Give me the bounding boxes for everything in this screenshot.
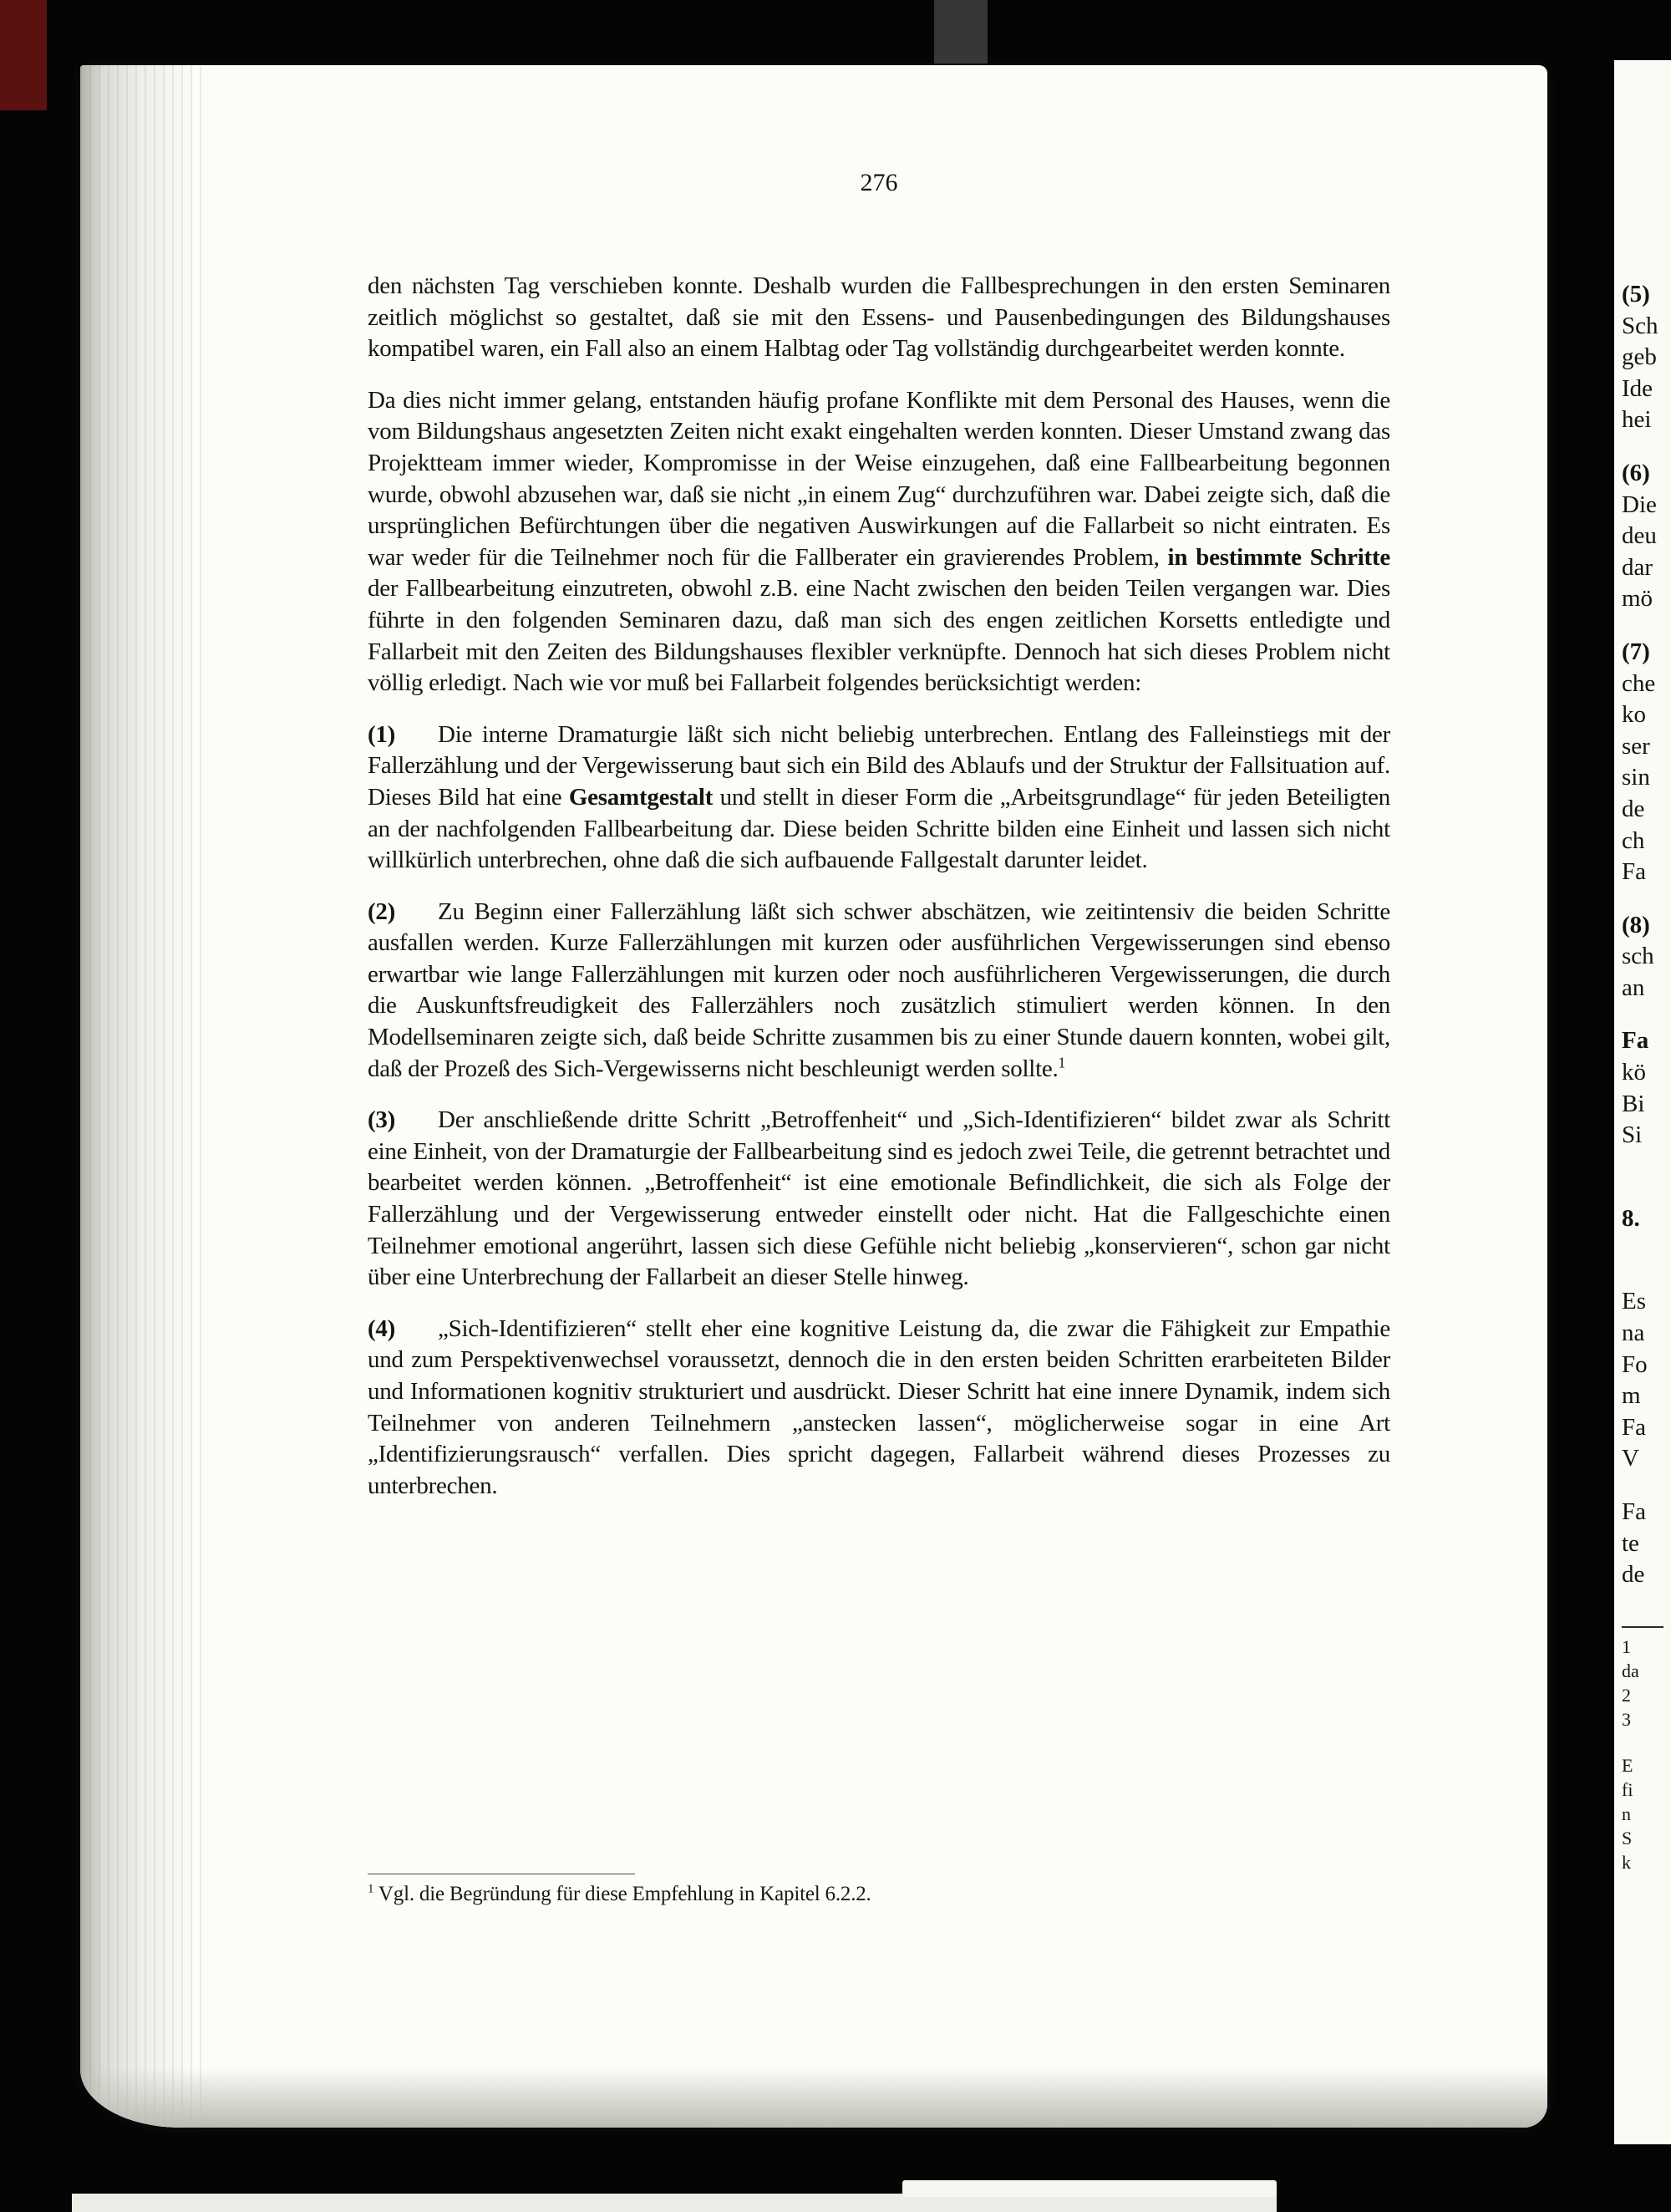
right-page-line-fragment: Die xyxy=(1622,491,1657,518)
footnote-text: Vgl. die Begründung für diese Empfehlung in Kapitel 6.2.2. xyxy=(378,1883,871,1905)
scanner-artifact xyxy=(934,0,988,64)
bold-phrase: in bestimmte Schritte xyxy=(1167,543,1390,571)
right-page-line-fragment: Fa xyxy=(1622,858,1646,886)
right-page-line-fragment: (8) xyxy=(1622,911,1650,938)
book-cover-edge xyxy=(0,0,47,110)
right-page-line-fragment: Fa xyxy=(1622,1413,1646,1441)
right-page-line-fragment: de xyxy=(1622,1561,1645,1589)
right-page-line-fragment: fi xyxy=(1622,1778,1633,1800)
right-page-line-fragment: Fa xyxy=(1622,1027,1649,1055)
page-number: 276 xyxy=(860,169,898,196)
right-page-line-fragment: m xyxy=(1622,1382,1641,1410)
right-page-line-fragment: ch xyxy=(1622,826,1645,854)
page-stack-bottom-edge xyxy=(80,2057,1547,2128)
right-page-line-fragment: 2 xyxy=(1622,1684,1631,1706)
right-page-line-fragment: geb xyxy=(1622,343,1657,371)
paragraph-1 xyxy=(368,271,1390,365)
bold-phrase: Gesamtgestalt xyxy=(568,783,714,811)
numbered-paragraph-1 xyxy=(368,720,1390,877)
right-page-line-fragment: Bi xyxy=(1622,1090,1645,1117)
right-page-line-fragment: che xyxy=(1622,669,1656,697)
item-number: (4) xyxy=(368,1314,396,1342)
right-page-line-fragment: te xyxy=(1622,1529,1639,1557)
item-number: (2) xyxy=(368,898,396,925)
right-page-line-fragment: 3 xyxy=(1622,1708,1631,1730)
paragraph-text: Die interne Dramaturgie läßt sich nicht beliebig unterbrechen. Entlang des Falleinstiegs mit der Fallerzählung und der Vergewisserung baut sich ein Bild des Ablaufs und der Struktur der Fallsituation auf. Dieses Bild hat eine xyxy=(368,720,1390,811)
right-page-line-fragment: (5) xyxy=(1622,281,1650,308)
right-page-line-fragment: hei xyxy=(1622,406,1652,434)
paragraph-text: Zu Beginn einer Fallerzählung läßt sich schwer abschätzen, wie zeitintensiv die beiden Schritte ausfallen werden. Kurze Fallerzählungen mit kurzen oder ausführlichen Vergewisserungen sind ebenso erwartbar wie lange Fallerzählungen mit kurzen oder noch ausführlicheren Vergewisserungen, die durch die Auskunftsfreudigkeit des Fallerzählers noch zusätzlich stimuliert werden können. In den Modellseminaren zeigte sich, daß beide Schritte zusammen bis zu einer Stunde dauern konnten, wobei gilt, daß der Prozeß des Sich-Vergewisserns nicht beschleunigt werden sollte. xyxy=(368,898,1390,1082)
right-page-line-fragment: dar xyxy=(1622,553,1653,581)
right-page-line-fragment: ser xyxy=(1622,732,1650,760)
numbered-paragraph-3 xyxy=(368,1105,1390,1294)
right-page-line-fragment: mö xyxy=(1622,585,1653,613)
right-page-line-fragment: Es xyxy=(1622,1288,1646,1315)
numbered-paragraph-4 xyxy=(368,1314,1390,1503)
paragraph-text: der Fallbearbeitung einzutreten, obwohl z.B. eine Nacht zwischen den beiden Teilen vergangen war. Dies führte in den folgenden Seminaren dazu, daß man sich des engen zeitlichen Korsetts entledigte und Fallarbeit mit den Zeiten des Bildungshauses flexibler verknüpfte. Dennoch hat sich dieses Problem nicht völlig erledigt. Nach wie vor muß bei Fallarbeit folgendes berücksichtigt werden: xyxy=(368,575,1390,697)
paragraph-2 xyxy=(368,385,1390,699)
right-page-line-fragment: sch xyxy=(1622,943,1654,970)
paragraph-text: Der anschließende dritte Schritt „Betroffenheit“ und „Sich-Identifizieren“ bildet zwar als Schritt eine Einheit, von der Dramaturgie der Fallbearbeitung sind es jedoch zwei Teile, die getrennt betrachtet und bearbeitet werden können. „Betroffenheit“ ist eine emotionale Befindlichkeit, die sich als Folge der Fallerzählung und der Vergewisserung entweder einstellt oder nicht. Hat die Fallgeschichte einen Teilnehmer emotional angerührt, lassen sich diese Gefühle nicht beliebig „konservieren“, schon gar nicht über eine Unterbrechung der Fallarbeit an dieser Stelle hinweg. xyxy=(368,1106,1390,1291)
right-page-line-fragment: ko xyxy=(1622,701,1646,729)
right-page-line-fragment: Si xyxy=(1622,1121,1643,1149)
paragraph-text: und stellt in dieser Form die „Arbeitsgrundlage“ für jeden Beteiligten an der nachfolgenden Fallbearbeitung dar. Diese beiden Schritte bilden eine Einheit und lassen sich nicht willkürlich unterbrechen, ohne daß die sich aufbauende Fallgestalt darunter leidet. xyxy=(368,783,1390,874)
paragraph-text: „Sich-Identifizieren“ stellt eher eine kognitive Leistung da, die zwar die Fähigkeit zur Empathie und zum Perspektivenwechsel voraussetzt, dennoch die in den ersten beiden Schritten erarbeiteten Bilder und Informationen kognitiv strukturiert und ausdrückt. Dieser Schritt hat eine innere Dynamik, indem sich Teilnehmer von anderen Teilnehmern „anstecken lassen“, möglicherweise sogar in eine Art „Identifizierungsrausch“ verfallen. Dies spricht dagegen, Fallarbeit während dieses Prozesses zu unterbrechen. xyxy=(368,1314,1390,1499)
paragraph-text: Da dies nicht immer gelang, entstanden häufig profane Konflikte mit dem Personal des Hauses, wenn die vom Bildungshaus angesetzten Zeiten nicht exakt eingehalten werden konnten. Dieser Umstand zwang das Projektteam immer wieder, Kompromisse in der Weise einzugehen, daß eine Fallbearbeitung begonnen wurde, obwohl abzusehen war, daß sie nicht „in einem Zug“ durchzuführen war. Dabei zeigte sich, daß die ursprünglichen Befürchtungen über die negativen Auswirkungen auf die Fallarbeit so nicht eintraten. Es war weder für die Teilnehmer noch für die Fallberater ein gravierendes Problem, xyxy=(368,386,1390,571)
numbered-paragraph-2 xyxy=(368,897,1390,1086)
right-page-line-fragment: n xyxy=(1622,1803,1631,1824)
book-page-right-sliver xyxy=(1614,60,1671,2144)
page-stack-left-edge xyxy=(80,65,206,2128)
right-page-line-fragment: sin xyxy=(1622,764,1650,791)
right-page-line-fragment: S xyxy=(1622,1827,1633,1848)
footnote-reference: 1 xyxy=(1058,1054,1065,1070)
page-below-edge-2 xyxy=(902,2180,1277,2197)
right-page-line-fragment: Ide xyxy=(1622,374,1653,402)
right-page-line-fragment: Fa xyxy=(1622,1498,1646,1525)
right-page-line-fragment: Fo xyxy=(1622,1350,1648,1378)
footnote xyxy=(368,1874,1186,1906)
right-page-line-fragment: (7) xyxy=(1622,638,1650,665)
right-page-line-fragment: deu xyxy=(1622,522,1657,550)
footnote-marker: 1 xyxy=(368,1882,374,1896)
right-page-line-fragment: 1 xyxy=(1622,1626,1663,1659)
right-page-line-fragment: kö xyxy=(1622,1059,1646,1086)
right-page-line-fragment: V xyxy=(1622,1445,1639,1472)
right-page-line-fragment: da xyxy=(1622,1660,1639,1681)
paragraph-text: den nächsten Tag verschieben konnte. Deshalb wurden die Fallbesprechungen in den ersten Seminaren zeitlich möglichst so gestaltet, daß sie mit den Essens- und Pausenbedingungen des Bildungshauses kompatibel waren, ein Fall also an einem Halbtag oder Tag vollständig durchgearbeitet werden konnte. xyxy=(368,272,1390,363)
right-page-line-fragment: k xyxy=(1622,1851,1631,1873)
book-page-left xyxy=(80,65,1547,2128)
body-text xyxy=(368,271,1390,1522)
right-page-line-fragment: na xyxy=(1622,1320,1645,1347)
item-number: (3) xyxy=(368,1106,396,1134)
right-page-line-fragment: 8. xyxy=(1622,1204,1640,1232)
right-page-lines xyxy=(1622,279,1671,1874)
right-page-line-fragment: E xyxy=(1622,1754,1633,1776)
right-page-line-fragment: (6) xyxy=(1622,459,1650,486)
right-page-line-fragment: de xyxy=(1622,795,1645,822)
right-page-line-fragment: an xyxy=(1622,974,1645,1001)
item-number: (1) xyxy=(368,720,396,748)
right-page-line-fragment: Sch xyxy=(1622,312,1658,339)
